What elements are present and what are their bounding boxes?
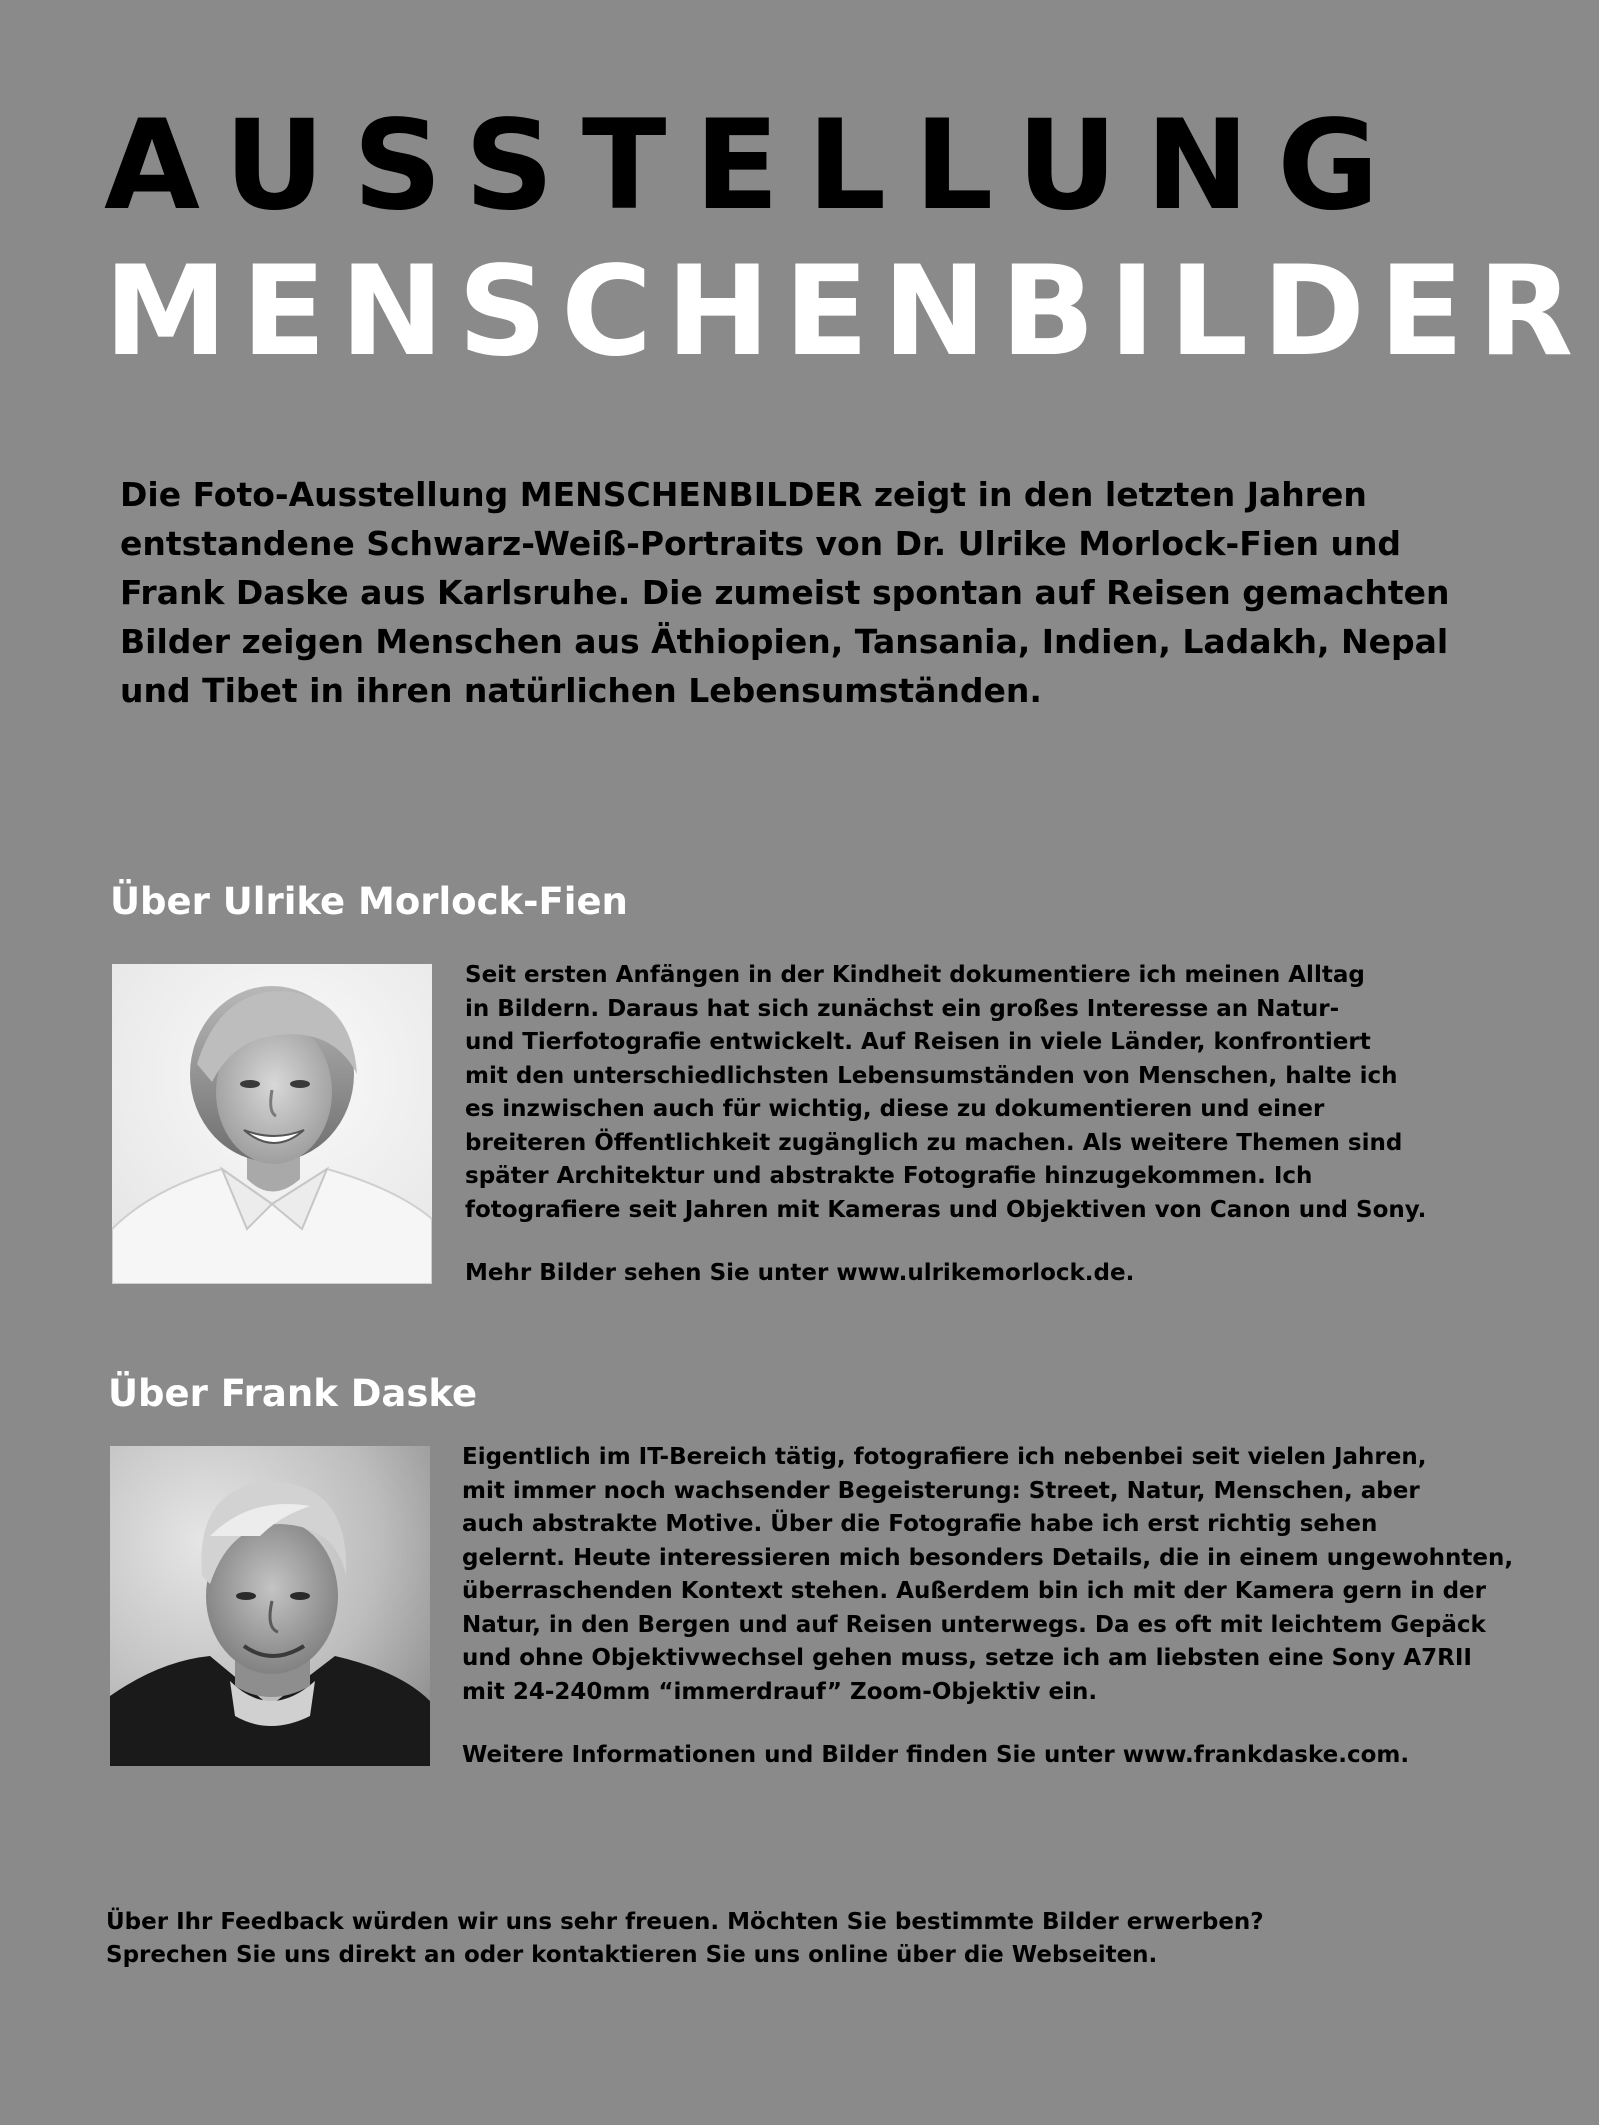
artist1-heading: Über Ulrike Morlock-Fien bbox=[110, 880, 628, 923]
bio-line: in Bildern. Daraus hat sich zunächst ein großes Interesse an Natur- bbox=[465, 995, 1340, 1022]
artist1-bio bbox=[465, 959, 1426, 1227]
bio-line: breiteren Öffentlichkeit zugänglich zu machen. Als weitere Themen sind bbox=[465, 1129, 1403, 1156]
artist2-website-text: Weitere Informationen und Bilder finden Sie unter www.frankdaske.com. bbox=[462, 1742, 1410, 1768]
bio-line: mit den unterschiedlichsten Lebensumständen von Menschen, halte ich bbox=[465, 1062, 1398, 1089]
exhibition-name: MENSCHENBILDER bbox=[104, 240, 1588, 384]
artist2-bio bbox=[462, 1441, 1513, 1709]
footer-line: Sprechen Sie uns direkt an oder kontaktieren Sie uns online über die Webseiten. bbox=[106, 1942, 1158, 1968]
bio-line: gelernt. Heute interessieren mich besonders Details, die in einem ungewohnten, bbox=[462, 1544, 1514, 1571]
bio-line: es inzwischen auch für wichtig, diese zu dokumentieren und einer bbox=[465, 1096, 1325, 1122]
portrait-woman-image bbox=[112, 964, 432, 1284]
intro-text bbox=[120, 470, 1560, 715]
bio-line: Eigentlich im IT-Bereich tätig, fotografiere ich nebenbei seit vielen Jahren, bbox=[462, 1444, 1427, 1470]
artist1-website-text: Mehr Bilder sehen Sie unter www.ulrikemorlock.de. bbox=[465, 1260, 1135, 1286]
bio-line: überraschenden Kontext stehen. Außerdem bin ich mit der Kamera gern in der bbox=[462, 1578, 1486, 1604]
bio-line: fotografiere seit Jahren mit Kameras und Objektiven von Canon und Sony. bbox=[465, 1196, 1427, 1223]
bio-line: mit 24-240mm “immerdrauf” Zoom-Objektiv ein. bbox=[462, 1678, 1098, 1705]
bio-line: Seit ersten Anfängen in der Kindheit dokumentiere ich meinen Alltag bbox=[465, 962, 1365, 988]
artist2-portrait bbox=[110, 1446, 430, 1766]
artist2-heading: Über Frank Daske bbox=[108, 1372, 478, 1415]
bio-line: Natur, in den Bergen und auf Reisen unterwegs. Da es oft mit leichtem Gepäck bbox=[462, 1611, 1486, 1638]
bio-line: später Architektur und abstrakte Fotografie hinzugekommen. Ich bbox=[465, 1163, 1313, 1189]
artist1-portrait bbox=[112, 964, 432, 1284]
intro-line: Frank Daske aus Karlsruhe. Die zumeist spontan auf Reisen gemachten bbox=[120, 573, 1450, 612]
intro-line: Bilder zeigen Menschen aus Äthiopien, Tansania, Indien, Ladakh, Nepal bbox=[120, 622, 1449, 661]
exhibition-title: AUSSTELLUNG bbox=[104, 94, 1408, 238]
footer-line: Über Ihr Feedback würden wir uns sehr freuen. Möchten Sie bestimmte Bilder erwerben? bbox=[106, 1909, 1264, 1935]
bio-line: und ohne Objektivwechsel gehen muss, setze ich am liebsten eine Sony A7RII bbox=[462, 1645, 1472, 1671]
intro-line: und Tibet in ihren natürlichen Lebensumständen. bbox=[120, 671, 1042, 710]
feedback-note bbox=[106, 1906, 1264, 1972]
bio-line: mit immer noch wachsender Begeisterung: Street, Natur, Menschen, aber bbox=[462, 1477, 1420, 1504]
intro-line: entstandene Schwarz-Weiß-Portraits von Dr. Ulrike Morlock-Fien und bbox=[120, 524, 1402, 563]
portrait-man-image bbox=[110, 1446, 430, 1766]
bio-line: auch abstrakte Motive. Über die Fotografie habe ich erst richtig sehen bbox=[462, 1511, 1378, 1537]
intro-line: Die Foto-Ausstellung MENSCHENBILDER zeigt in den letzten Jahren bbox=[120, 475, 1367, 514]
bio-line: und Tierfotografie entwickelt. Auf Reisen in viele Länder, konfrontiert bbox=[465, 1029, 1371, 1055]
